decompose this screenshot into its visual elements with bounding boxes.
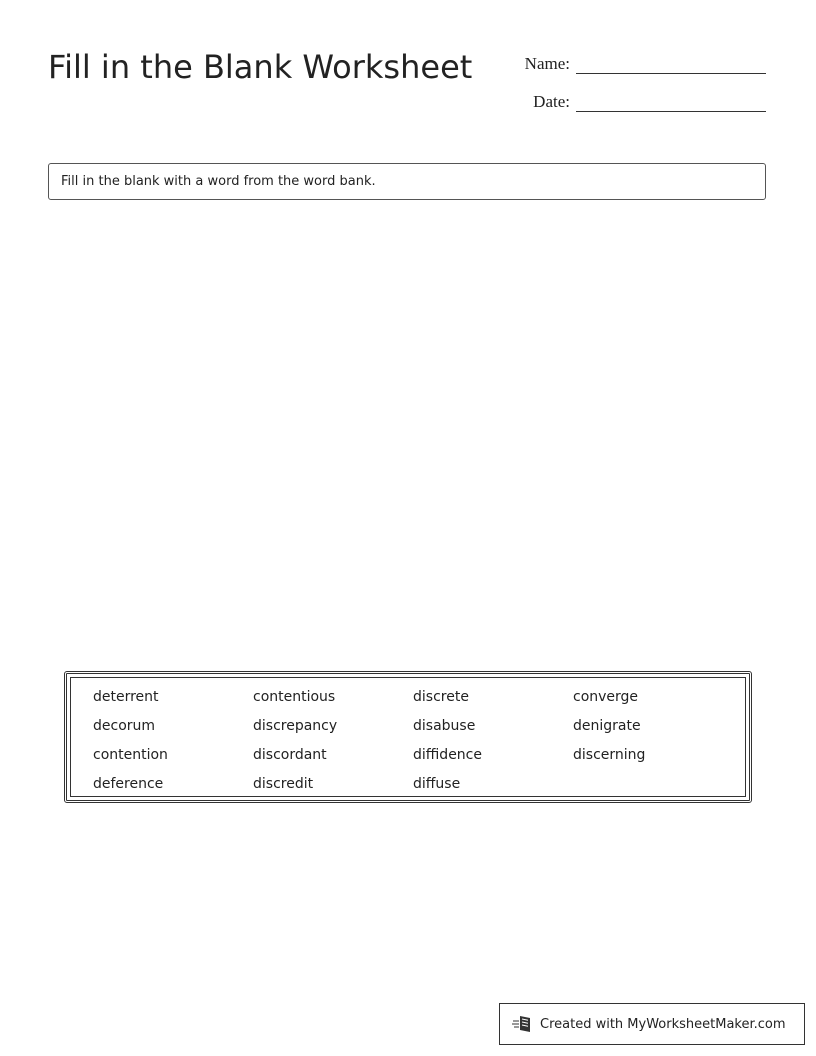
word-bank-word: diffidence	[413, 747, 482, 763]
footer-credit-text: Created with MyWorksheetMaker.com	[540, 1016, 786, 1032]
word-bank-word: discordant	[253, 747, 327, 763]
word-bank-word: discrete	[413, 689, 469, 705]
name-field	[500, 54, 766, 74]
word-bank-word: contentious	[253, 689, 336, 705]
word-bank-word: denigrate	[573, 718, 641, 734]
word-bank-grid	[93, 683, 733, 799]
date-blank-line	[576, 93, 766, 112]
word-bank-box	[64, 671, 752, 803]
word-bank-word: discrepancy	[253, 718, 338, 734]
date-label: Date:	[533, 92, 570, 111]
name-label: Name:	[524, 54, 570, 73]
word-bank-word: deterrent	[93, 689, 159, 705]
date-field	[500, 92, 766, 112]
worksheet-maker-logo-icon	[512, 1013, 534, 1035]
footer-credit-box[interactable]	[499, 1003, 805, 1045]
instructions-text: Fill in the blank with a word from the word bank.	[61, 174, 376, 189]
word-bank-word: decorum	[93, 718, 156, 734]
word-bank-word: converge	[573, 689, 639, 705]
name-blank-line	[576, 55, 766, 74]
worksheet-title: Fill in the Blank Worksheet	[48, 48, 473, 86]
word-bank-word: disabuse	[413, 718, 476, 734]
word-bank-word: contention	[93, 747, 168, 763]
word-bank-word: diffuse	[413, 776, 461, 792]
word-bank-word: deference	[93, 776, 164, 792]
instructions-box	[48, 163, 766, 200]
word-bank-word: discredit	[253, 776, 314, 792]
word-bank-word: discerning	[573, 747, 646, 763]
